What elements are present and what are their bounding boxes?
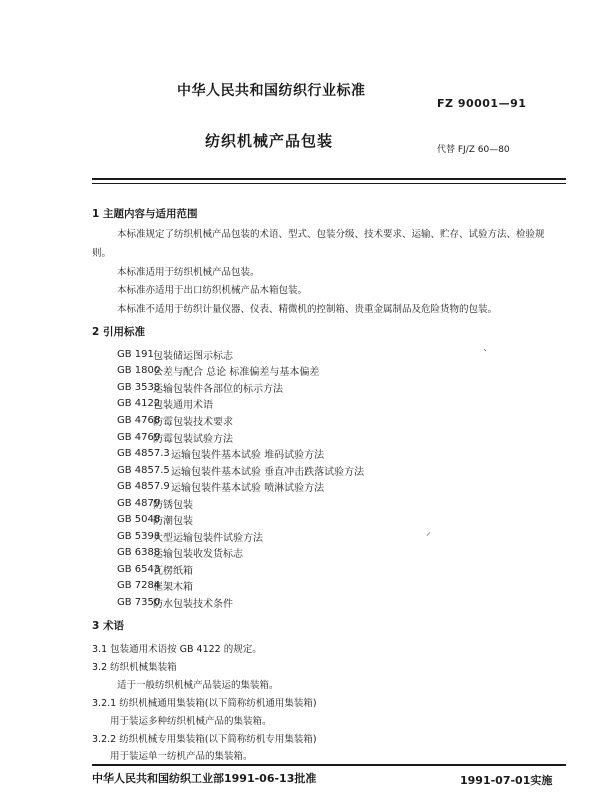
standard-title: 公差与配合 总论 标准偏差与基本偏差 xyxy=(153,367,320,379)
standard-row xyxy=(117,561,364,578)
standard-title: 防霉包装技术要求 xyxy=(153,416,233,428)
standard-code: GB 6543 xyxy=(117,563,161,575)
term-3-2: 3.2 纺织机械集装箱 xyxy=(92,662,177,673)
standard-row xyxy=(117,594,364,611)
standard-code: GB 4857.9 xyxy=(117,481,170,493)
standard-code: GB 4879 xyxy=(117,497,161,509)
term-3-2-2-description: 用于装运单一纺机产品的集装箱。 xyxy=(110,751,253,762)
replaces-note: 代替 FJ/Z 60—80 xyxy=(437,145,510,155)
standard-row xyxy=(117,495,364,512)
standard-title: 运输包装件基本试验 喷淋试验方法 xyxy=(171,483,325,495)
standard-row xyxy=(117,396,364,413)
section1-paragraph-line2: 则。 xyxy=(92,248,112,259)
term-3-2-1: 3.2.1 纺织机械通用集装箱(以下简称纺机通用集装箱) xyxy=(92,698,317,709)
term-3-1: 3.1 包装通用术语按 GB 4122 的规定。 xyxy=(92,644,262,655)
standard-row xyxy=(117,346,364,363)
standard-row xyxy=(117,412,364,429)
standard-code: GB 4769 xyxy=(117,431,161,443)
standard-row xyxy=(117,462,364,479)
standard-title: 运输包装件基本试验 垂直冲击跌落试验方法 xyxy=(171,466,365,478)
standard-title: 包装通用术语 xyxy=(153,400,213,412)
standard-row xyxy=(117,429,364,446)
header-rule-thin xyxy=(92,183,566,184)
standard-code: GB 4122 xyxy=(117,398,161,410)
standard-title: 框架木箱 xyxy=(153,582,193,594)
standard-title: 大型运输包装件试验方法 xyxy=(153,532,263,544)
term-3-2-2: 3.2.2 纺织机械专用集装箱(以下简称纺机专用集装箱) xyxy=(92,734,317,745)
scan-mark: ⸝ xyxy=(426,527,431,538)
standard-row xyxy=(117,478,364,495)
standard-code: GB 191 xyxy=(117,348,154,360)
standard-title: 防霉包装试验方法 xyxy=(153,433,233,445)
standard-code: GB 4857.5 xyxy=(117,464,170,476)
section2-heading: 2 引用标准 xyxy=(92,326,145,338)
standard-code: GB 6388 xyxy=(117,547,161,559)
section1-export-scope: 本标准亦适用于出口纺织机械产品木箱包装。 xyxy=(117,285,308,296)
standard-code: GB 4857.3 xyxy=(117,448,170,460)
standard-title: 运输包装收发货标志 xyxy=(153,549,243,561)
term-3-2-description: 适于一般纺织机械产品装运的集装箱。 xyxy=(117,680,279,691)
standard-code: GB 7284 xyxy=(117,580,161,592)
standard-code: GB 7350 xyxy=(117,596,161,608)
standard-row xyxy=(117,445,364,462)
scan-mark: ` xyxy=(483,349,488,360)
standard-code: GB 4768 xyxy=(117,414,161,426)
standard-row xyxy=(117,379,364,396)
standard-code: GB 3538 xyxy=(117,381,161,393)
section1-exclusion: 本标准不适用于纺织计量仪器、仪表、精微机的控制箱、贵重金属制品及危险货物的包装。 xyxy=(117,304,498,315)
standard-row xyxy=(117,511,364,528)
referenced-standards-list xyxy=(117,346,364,611)
standard-code: GB 1800 xyxy=(117,365,161,377)
section1-heading: 1 主题内容与适用范围 xyxy=(92,208,198,220)
term-3-2-1-description: 用于装运多种纺织机械产品的集装箱。 xyxy=(110,716,272,727)
standard-row xyxy=(117,545,364,562)
standard-title: 防水包装技术条件 xyxy=(153,598,233,610)
standard-title: 运输包装件各部位的标示方法 xyxy=(153,383,283,395)
section1-scope: 本标准适用于纺织机械产品包装。 xyxy=(117,267,260,278)
standard-title: 瓦楞纸箱 xyxy=(153,565,193,577)
standard-title: 防锈包装 xyxy=(153,499,193,511)
standard-row xyxy=(117,578,364,595)
standard-title: 运输包装件基本试验 堆码试验方法 xyxy=(171,450,325,462)
header-rule-thick xyxy=(92,178,566,180)
standard-code: GB 5048 xyxy=(117,514,161,526)
standard-row xyxy=(117,363,364,380)
standard-row xyxy=(117,528,364,545)
standard-number: FZ 90001—91 xyxy=(437,97,527,110)
footer-rule xyxy=(92,764,566,766)
implementation-note: 1991-07-01实施 xyxy=(460,774,553,787)
org-line: 中华人民共和国纺织行业标准 xyxy=(177,83,366,99)
standard-title: 防潮包装 xyxy=(153,516,193,528)
section3-heading: 3 术语 xyxy=(92,620,124,632)
standard-code: GB 5398 xyxy=(117,530,161,542)
page-title: 纺织机械产品包装 xyxy=(205,132,334,150)
section1-paragraph-line1: 本标准规定了纺织机械产品包装的术语、型式、包装分级、技术要求、运输、贮存、试验方法、检验规 xyxy=(117,229,545,240)
approval-note: 中华人民共和国纺织工业部1991-06-13批准 xyxy=(92,772,317,785)
standard-title: 包装储运图示标志 xyxy=(153,350,233,362)
